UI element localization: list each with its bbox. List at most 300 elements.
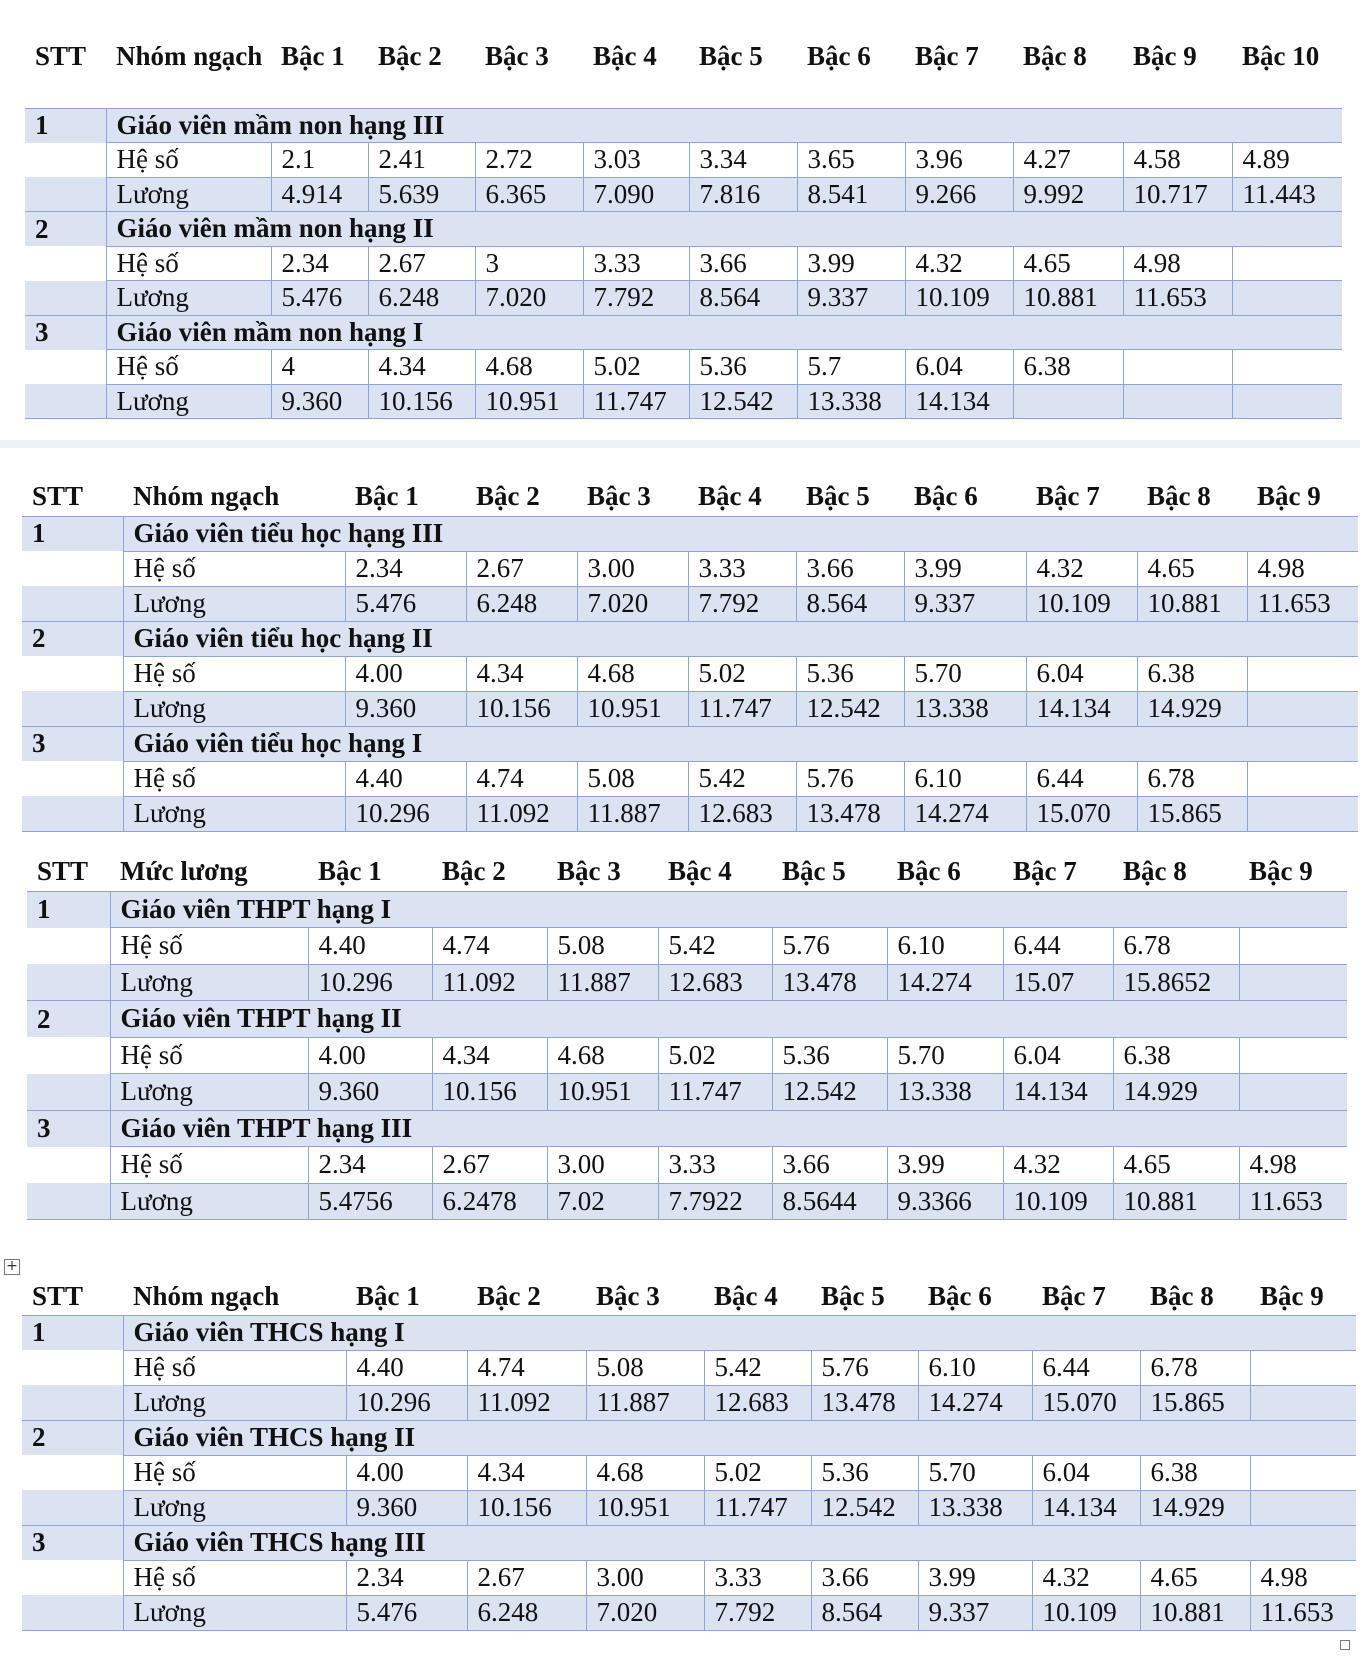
salary-cell: 13.338 — [918, 1490, 1032, 1525]
coefficient-cell: 4.58 — [1123, 143, 1232, 178]
salary-cell: 10.881 — [1140, 1595, 1250, 1630]
group-name: Giáo viên tiểu học hạng III — [123, 516, 1358, 551]
salary-cell: 11.747 — [583, 384, 689, 419]
coefficient-row — [27, 1147, 1347, 1184]
salary-cell — [1123, 384, 1232, 419]
salary-cell: 7.02 — [547, 1183, 658, 1220]
salary-cell: 10.109 — [1026, 586, 1137, 621]
column-header: Nhóm ngạch — [133, 481, 280, 511]
row-label: Hệ số — [110, 1147, 308, 1184]
stt-empty-cell — [27, 1147, 110, 1184]
column-header: Bậc 1 — [356, 1281, 420, 1311]
coefficient-cell: 3.99 — [904, 551, 1026, 586]
salary-cell: 15.07 — [1003, 964, 1113, 1001]
coefficient-cell: 6.78 — [1113, 928, 1239, 965]
column-header: Nhóm ngạch — [116, 41, 263, 71]
salary-cell: 15.070 — [1032, 1385, 1140, 1420]
coefficient-cell — [1123, 350, 1232, 385]
coefficient-cell: 5.7 — [797, 350, 905, 385]
salary-cell: 15.070 — [1026, 796, 1137, 831]
salary-cell: 7.792 — [583, 281, 689, 316]
salary-row — [27, 1183, 1347, 1220]
row-label: Hệ số — [123, 761, 345, 796]
salary-cell — [1232, 281, 1342, 316]
salary-cell: 11.747 — [658, 1074, 772, 1111]
coefficient-cell: 3 — [475, 246, 583, 281]
stt-empty-cell — [27, 1037, 110, 1074]
stt-empty-cell — [22, 691, 123, 726]
salary-cell: 11.887 — [577, 796, 688, 831]
column-header: STT — [32, 481, 84, 511]
salary-cell: 14.134 — [1003, 1074, 1113, 1111]
column-header: Bậc 5 — [806, 481, 870, 511]
salary-cell: 10.881 — [1013, 281, 1123, 316]
table-move-handle-icon[interactable]: + — [4, 1259, 20, 1275]
column-header: Bậc 10 — [1242, 41, 1320, 71]
column-header: Bậc 4 — [714, 1281, 778, 1311]
coefficient-cell: 6.44 — [1003, 928, 1113, 965]
salary-table-4 — [22, 1280, 1356, 1631]
coefficient-cell: 4.98 — [1247, 551, 1358, 586]
coefficient-cell: 3.00 — [577, 551, 688, 586]
coefficient-cell: 2.1 — [271, 143, 368, 178]
coefficient-row — [22, 1455, 1356, 1490]
salary-cell: 15.8652 — [1113, 964, 1239, 1001]
salary-cell: 10.156 — [466, 691, 577, 726]
coefficient-cell: 5.70 — [887, 1037, 1003, 1074]
salary-cell: 7.020 — [577, 586, 688, 621]
row-label: Hệ số — [123, 551, 345, 586]
salary-row — [25, 177, 1342, 212]
coefficient-cell: 5.42 — [704, 1350, 811, 1385]
salary-cell: 5.476 — [346, 1595, 467, 1630]
salary-cell: 7.792 — [704, 1595, 811, 1630]
column-header: Bậc 6 — [914, 481, 978, 511]
coefficient-cell: 3.34 — [689, 143, 797, 178]
salary-cell: 14.929 — [1137, 691, 1247, 726]
group-number: 1 — [22, 516, 123, 551]
group-number: 3 — [22, 726, 123, 761]
salary-row — [22, 586, 1358, 621]
salary-row — [25, 281, 1342, 316]
coefficient-row — [22, 656, 1358, 691]
coefficient-cell: 6.38 — [1140, 1455, 1250, 1490]
stt-empty-cell — [27, 1074, 110, 1111]
coefficient-cell: 6.78 — [1137, 761, 1247, 796]
salary-cell: 14.134 — [1032, 1490, 1140, 1525]
coefficient-cell: 5.02 — [688, 656, 796, 691]
salary-cell: 11.092 — [466, 796, 577, 831]
column-header: Bậc 3 — [485, 41, 549, 71]
coefficient-cell: 3.33 — [583, 246, 689, 281]
group-row — [27, 1110, 1347, 1147]
salary-cell: 12.683 — [704, 1385, 811, 1420]
stt-empty-cell — [22, 1385, 123, 1420]
coefficient-cell: 3.00 — [586, 1560, 704, 1595]
salary-cell: 9.360 — [271, 384, 368, 419]
coefficient-row — [22, 761, 1358, 796]
coefficient-cell: 6.04 — [1003, 1037, 1113, 1074]
coefficient-cell: 2.72 — [475, 143, 583, 178]
coefficient-cell: 3.33 — [658, 1147, 772, 1184]
group-row — [22, 1315, 1356, 1350]
coefficient-cell: 4.00 — [345, 656, 466, 691]
salary-cell: 7.020 — [586, 1595, 704, 1630]
coefficient-cell — [1239, 1037, 1347, 1074]
salary-cell: 10.951 — [475, 384, 583, 419]
column-header: STT — [37, 856, 89, 886]
coefficient-cell — [1250, 1350, 1356, 1385]
coefficient-cell: 5.36 — [811, 1455, 918, 1490]
coefficient-cell: 5.08 — [586, 1350, 704, 1385]
salary-cell: 7.7922 — [658, 1183, 772, 1220]
salary-cell — [1247, 691, 1358, 726]
group-name: Giáo viên mầm non hạng I — [106, 315, 1342, 350]
row-label: Lương — [123, 1490, 346, 1525]
salary-cell: 10.881 — [1137, 586, 1247, 621]
coefficient-cell: 3.66 — [796, 551, 904, 586]
salary-cell: 13.338 — [904, 691, 1026, 726]
salary-cell: 6.248 — [368, 281, 475, 316]
coefficient-cell: 5.70 — [918, 1455, 1032, 1490]
column-header: Bậc 8 — [1023, 41, 1087, 71]
salary-cell: 11.887 — [586, 1385, 704, 1420]
coefficient-cell: 5.36 — [772, 1037, 887, 1074]
coefficient-cell — [1232, 350, 1342, 385]
coefficient-cell: 4.32 — [1032, 1560, 1140, 1595]
coefficient-cell: 4.98 — [1239, 1147, 1347, 1184]
column-header: Bậc 2 — [477, 1281, 541, 1311]
coefficient-cell: 4.68 — [586, 1455, 704, 1490]
column-header: Nhóm ngạch — [133, 1281, 280, 1311]
column-header: Bậc 1 — [355, 481, 419, 511]
salary-table-3 — [27, 855, 1347, 1220]
coefficient-cell: 5.02 — [583, 350, 689, 385]
row-label: Hệ số — [123, 1350, 346, 1385]
coefficient-cell: 6.44 — [1032, 1350, 1140, 1385]
group-row — [25, 212, 1342, 247]
salary-cell — [1013, 384, 1123, 419]
coefficient-cell: 4.68 — [547, 1037, 658, 1074]
salary-cell: 10.951 — [547, 1074, 658, 1111]
salary-cell: 14.274 — [904, 796, 1026, 831]
salary-cell: 6.2478 — [432, 1183, 547, 1220]
salary-cell: 11.653 — [1239, 1183, 1347, 1220]
salary-cell: 12.542 — [796, 691, 904, 726]
stt-empty-cell — [25, 143, 106, 178]
salary-cell: 8.564 — [811, 1595, 918, 1630]
coefficient-cell: 3.33 — [704, 1560, 811, 1595]
coefficient-cell: 6.10 — [887, 928, 1003, 965]
coefficient-cell: 2.34 — [345, 551, 466, 586]
salary-cell: 7.792 — [688, 586, 796, 621]
salary-cell: 13.478 — [772, 964, 887, 1001]
coefficient-cell: 4.65 — [1137, 551, 1247, 586]
stt-empty-cell — [22, 1455, 123, 1490]
group-row — [22, 1525, 1356, 1560]
column-header: Bậc 9 — [1133, 41, 1197, 71]
stt-empty-cell — [22, 586, 123, 621]
coefficient-cell: 5.08 — [577, 761, 688, 796]
column-header: Bậc 7 — [1042, 1281, 1106, 1311]
column-header: STT — [35, 41, 87, 71]
coefficient-cell: 5.42 — [658, 928, 772, 965]
salary-cell: 9.266 — [905, 177, 1013, 212]
salary-cell: 10.296 — [346, 1385, 467, 1420]
row-label: Hệ số — [123, 656, 345, 691]
coefficient-cell — [1247, 656, 1358, 691]
salary-cell: 9.3366 — [887, 1183, 1003, 1220]
stt-empty-cell — [22, 551, 123, 586]
row-label: Lương — [106, 384, 271, 419]
group-row — [22, 516, 1358, 551]
group-name: Giáo viên tiểu học hạng I — [123, 726, 1358, 761]
salary-cell: 14.274 — [918, 1385, 1032, 1420]
coefficient-cell: 4.68 — [577, 656, 688, 691]
row-label: Hệ số — [123, 1560, 346, 1595]
salary-cell: 8.564 — [689, 281, 797, 316]
group-row — [27, 891, 1347, 928]
coefficient-cell: 4.89 — [1232, 143, 1342, 178]
salary-row — [22, 796, 1358, 831]
coefficient-cell: 4.34 — [368, 350, 475, 385]
stt-empty-cell — [27, 1183, 110, 1220]
coefficient-cell: 5.42 — [688, 761, 796, 796]
coefficient-cell: 4.65 — [1113, 1147, 1239, 1184]
salary-row — [27, 1074, 1347, 1111]
salary-cell: 10.296 — [308, 964, 432, 1001]
column-header: Bậc 7 — [1013, 856, 1077, 886]
coefficient-cell: 6.04 — [905, 350, 1013, 385]
column-header: Bậc 7 — [915, 41, 979, 71]
column-header: Bậc 8 — [1123, 856, 1187, 886]
salary-cell: 9.360 — [345, 691, 466, 726]
salary-cell: 5.639 — [368, 177, 475, 212]
salary-cell: 13.478 — [811, 1385, 918, 1420]
group-name: Giáo viên tiểu học hạng II — [123, 621, 1358, 656]
salary-cell: 14.134 — [1026, 691, 1137, 726]
stt-empty-cell — [22, 656, 123, 691]
coefficient-cell: 5.36 — [689, 350, 797, 385]
salary-cell: 15.865 — [1137, 796, 1247, 831]
coefficient-row — [22, 1560, 1356, 1595]
salary-cell: 11.653 — [1123, 281, 1232, 316]
group-row — [22, 621, 1358, 656]
salary-cell — [1232, 384, 1342, 419]
coefficient-cell: 6.38 — [1013, 350, 1123, 385]
coefficient-row — [27, 1037, 1347, 1074]
table-header-row — [25, 40, 1342, 108]
salary-cell: 9.992 — [1013, 177, 1123, 212]
coefficient-row — [22, 551, 1358, 586]
column-header: Bậc 6 — [928, 1281, 992, 1311]
coefficient-cell: 4.74 — [467, 1350, 586, 1385]
column-header: Bậc 2 — [476, 481, 540, 511]
table-header-row — [22, 1280, 1356, 1315]
salary-cell: 11.653 — [1247, 586, 1358, 621]
salary-cell: 7.020 — [475, 281, 583, 316]
row-label: Lương — [123, 1595, 346, 1630]
salary-cell: 6.248 — [467, 1595, 586, 1630]
coefficient-cell: 3.99 — [918, 1560, 1032, 1595]
group-number: 1 — [27, 891, 110, 928]
column-header: Bậc 8 — [1147, 481, 1211, 511]
salary-cell: 10.156 — [467, 1490, 586, 1525]
coefficient-cell: 3.00 — [547, 1147, 658, 1184]
column-header: Bậc 9 — [1257, 481, 1321, 511]
coefficient-cell: 4.34 — [467, 1455, 586, 1490]
salary-cell: 9.337 — [797, 281, 905, 316]
row-label: Lương — [123, 1385, 346, 1420]
column-header: Bậc 6 — [807, 41, 871, 71]
salary-cell: 6.365 — [475, 177, 583, 212]
salary-cell: 10.109 — [1032, 1595, 1140, 1630]
stt-empty-cell — [25, 177, 106, 212]
stt-empty-cell — [25, 384, 106, 419]
group-row — [27, 1001, 1347, 1038]
salary-cell: 9.337 — [918, 1595, 1032, 1630]
column-header: Bậc 5 — [699, 41, 763, 71]
coefficient-row — [25, 350, 1342, 385]
group-number: 2 — [25, 212, 106, 247]
coefficient-cell: 4 — [271, 350, 368, 385]
column-header: Bậc 9 — [1260, 1281, 1324, 1311]
salary-cell: 10.951 — [577, 691, 688, 726]
salary-cell: 13.338 — [887, 1074, 1003, 1111]
coefficient-cell: 3.99 — [797, 246, 905, 281]
salary-cell — [1247, 796, 1358, 831]
table-resize-handle-icon[interactable] — [1340, 1640, 1350, 1650]
column-header: Bậc 4 — [668, 856, 732, 886]
group-row — [22, 726, 1358, 761]
row-label: Hệ số — [110, 1037, 308, 1074]
salary-cell: 9.337 — [904, 586, 1026, 621]
column-header: Bậc 3 — [587, 481, 651, 511]
group-number: 1 — [25, 108, 106, 143]
salary-cell: 6.248 — [466, 586, 577, 621]
column-header: Bậc 2 — [378, 41, 442, 71]
salary-row — [22, 1385, 1356, 1420]
column-header: Bậc 5 — [782, 856, 846, 886]
coefficient-cell: 6.10 — [904, 761, 1026, 796]
salary-cell: 11.092 — [467, 1385, 586, 1420]
salary-cell: 8.564 — [796, 586, 904, 621]
group-name: Giáo viên THPT hạng II — [110, 1001, 1347, 1038]
salary-cell: 4.914 — [271, 177, 368, 212]
coefficient-row — [22, 1350, 1356, 1385]
row-label: Hệ số — [106, 350, 271, 385]
table-separator — [0, 440, 1360, 448]
coefficient-cell: 2.34 — [346, 1560, 467, 1595]
coefficient-cell — [1239, 928, 1347, 965]
salary-cell: 10.156 — [432, 1074, 547, 1111]
salary-cell: 11.653 — [1250, 1595, 1356, 1630]
coefficient-cell: 3.66 — [689, 246, 797, 281]
coefficient-cell: 4.74 — [432, 928, 547, 965]
coefficient-cell: 3.65 — [797, 143, 905, 178]
group-number: 3 — [22, 1525, 123, 1560]
salary-cell: 10.109 — [1003, 1183, 1113, 1220]
coefficient-cell: 4.40 — [308, 928, 432, 965]
column-header: Bậc 9 — [1249, 856, 1313, 886]
group-number: 2 — [22, 1420, 123, 1455]
salary-cell: 5.476 — [345, 586, 466, 621]
column-header: Bậc 3 — [596, 1281, 660, 1311]
coefficient-cell: 2.67 — [466, 551, 577, 586]
stt-empty-cell — [27, 928, 110, 965]
coefficient-cell: 4.74 — [466, 761, 577, 796]
coefficient-cell — [1250, 1455, 1356, 1490]
salary-cell: 8.5644 — [772, 1183, 887, 1220]
row-label: Lương — [110, 964, 308, 1001]
table-header-row — [22, 480, 1358, 516]
salary-cell: 13.338 — [797, 384, 905, 419]
coefficient-cell: 3.03 — [583, 143, 689, 178]
coefficient-cell — [1232, 246, 1342, 281]
stt-empty-cell — [25, 246, 106, 281]
group-number: 1 — [22, 1315, 123, 1350]
group-name: Giáo viên mầm non hạng III — [106, 108, 1342, 143]
coefficient-cell: 4.27 — [1013, 143, 1123, 178]
salary-cell: 11.092 — [432, 964, 547, 1001]
coefficient-cell: 5.70 — [904, 656, 1026, 691]
salary-cell: 10.951 — [586, 1490, 704, 1525]
group-row — [25, 108, 1342, 143]
coefficient-cell: 6.44 — [1026, 761, 1137, 796]
coefficient-cell: 5.02 — [704, 1455, 811, 1490]
coefficient-cell: 4.98 — [1250, 1560, 1356, 1595]
salary-cell: 12.683 — [688, 796, 796, 831]
salary-cell: 11.443 — [1232, 177, 1342, 212]
coefficient-cell: 3.33 — [688, 551, 796, 586]
group-number: 3 — [27, 1110, 110, 1147]
group-number: 2 — [22, 621, 123, 656]
column-header: Bậc 1 — [281, 41, 345, 71]
coefficient-cell: 5.08 — [547, 928, 658, 965]
salary-cell: 9.360 — [346, 1490, 467, 1525]
coefficient-cell: 4.98 — [1123, 246, 1232, 281]
stt-empty-cell — [22, 1560, 123, 1595]
salary-cell: 8.541 — [797, 177, 905, 212]
row-label: Lương — [110, 1074, 308, 1111]
coefficient-cell: 2.67 — [432, 1147, 547, 1184]
coefficient-cell: 6.10 — [918, 1350, 1032, 1385]
group-name: Giáo viên THCS hạng I — [123, 1315, 1356, 1350]
row-label: Hệ số — [110, 928, 308, 965]
coefficient-cell: 4.32 — [1003, 1147, 1113, 1184]
column-header: Bậc 1 — [318, 856, 382, 886]
stt-empty-cell — [22, 1595, 123, 1630]
coefficient-row — [25, 246, 1342, 281]
column-header: Bậc 6 — [897, 856, 961, 886]
stt-empty-cell — [27, 964, 110, 1001]
salary-row — [22, 1490, 1356, 1525]
group-name: Giáo viên THPT hạng III — [110, 1110, 1347, 1147]
coefficient-cell: 4.40 — [345, 761, 466, 796]
salary-row — [27, 964, 1347, 1001]
group-name: Giáo viên mầm non hạng II — [106, 212, 1342, 247]
salary-cell: 14.929 — [1140, 1490, 1250, 1525]
group-row — [25, 315, 1342, 350]
column-header: Bậc 2 — [442, 856, 506, 886]
coefficient-cell: 5.76 — [811, 1350, 918, 1385]
column-header: Bậc 3 — [557, 856, 621, 886]
salary-cell: 11.747 — [688, 691, 796, 726]
salary-cell — [1250, 1490, 1356, 1525]
salary-cell: 11.887 — [547, 964, 658, 1001]
coefficient-cell: 5.36 — [796, 656, 904, 691]
row-label: Lương — [106, 177, 271, 212]
